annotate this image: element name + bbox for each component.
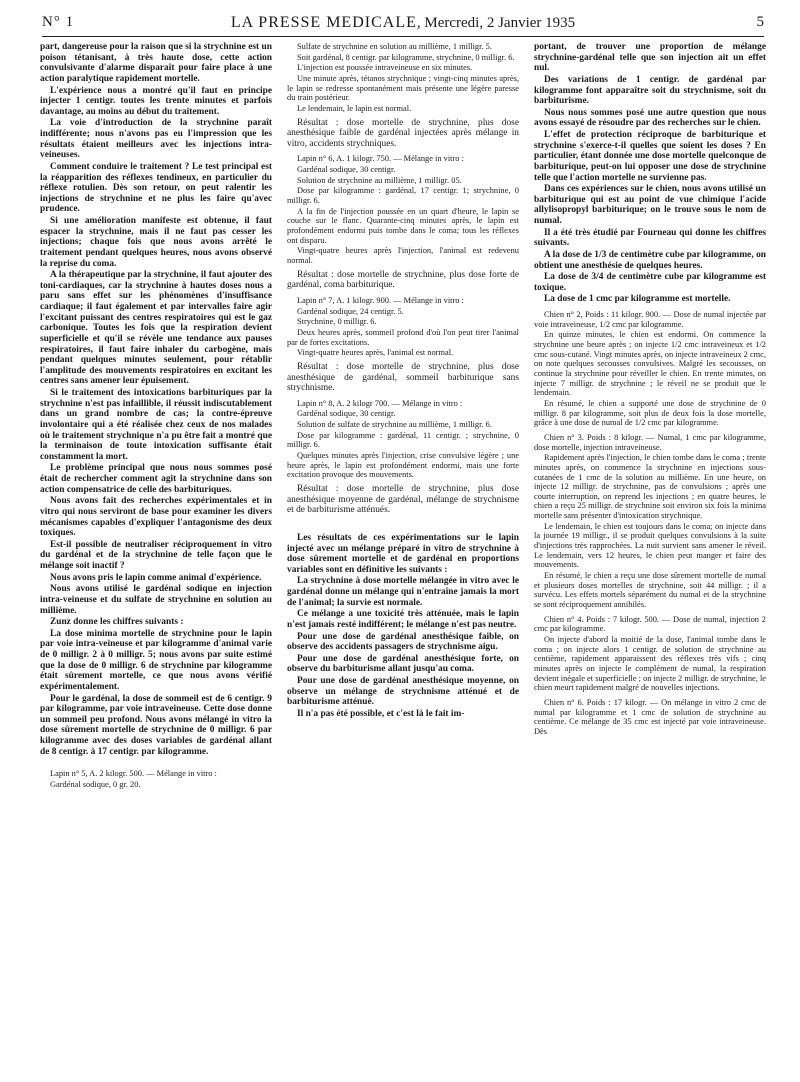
paragraph: A la thérapeutique par la strychnine, il faut ajouter des toni-cardiaques, car la strychnine à hautes doses nous a paru sans effet sur les phénomènes d'insuffisance cardiaque; il faut également et par intervalles faire agir l'excitant puissant des centres respiratoires qui est le gaz carbonique. Toutes les fois que la respiration devient superficielle et qu'il se révèle une tendance aux pauses respiratoires, il faut faire inhaler du carbogène, mais pendant quelques minutes seulement, pour rétablir l'amplitude des mouvements respiratoires en excitant les centres sans amener leur épuisement. <box>40 270 272 387</box>
summary-paragraph: Ce mélange a une toxicité très atténuée, mais le lapin n'est jamais resté indifférent; le mélange n'est pas neutre. <box>287 609 519 630</box>
experiment-line: Sulfate de strychnine en solution au millième, 1 milligr. 5. <box>297 42 492 51</box>
experiment-heading: Chien n° 2, Poids : 11 kilogr. 900. — Dose de numal injectée par voie intraveineuse, 1/2 cmc par kilogramme. <box>534 310 766 329</box>
paragraph: Nous avons pris le lapin comme animal d'expérience. <box>50 572 262 583</box>
experiment-line: Gardénal sodique, 24 centigr. 5. <box>297 306 404 316</box>
page-number: 5 <box>756 14 764 30</box>
paragraph: Comment conduire le traitement ? Le test principal est la réapparition des réflexes tendineux, en particulier du réflexe rotulien. Dès son retour, on peut ralentir les injections de strychnine et ne plus les faire qu'avec prudence. <box>40 161 272 215</box>
experiment-heading: Lapin n° 5, A. 2 kilogr. 500. — Mélange in vitro : <box>50 769 217 779</box>
summary-paragraph: La strychnine à dose mortelle mélangée in vitro avec le gardénal donne un mélange qui n'entraîne jamais la mort de l'animal; la survie est normale. <box>287 576 519 608</box>
paragraph: Nous nous sommes posé une autre question que nous avons essayé de résoudre par des recherches sur le chien. <box>534 107 766 129</box>
experiment-heading: Chien n° 3. Poids : 8 kilogr. — Numal, 1 cmc par kilogramme, dose mortelle, injection intraveineuse. <box>534 432 766 452</box>
result-paragraph: Résultat : dose mortelle de strychnine, plus dose anesthésique moyenne de gardénal, mélange de strychnisme et de barbiturisme atténués. <box>287 484 519 516</box>
issue-date: , Mercredi, 2 Janvier 1935 <box>416 15 576 31</box>
experiment-line: En quinze minutes, le chien est endormi. On commence la strychnine une heure après ; on injecte 1/2 cmc intraveineux et 1/2 cmc sous-cutané. Vingt minutes après, on injecte intraveineux 2 cmc, on note quelques secousses convulsives. Malgré les secousses, on continue la strychnine pour réveiller le chien. En trente minutes, on injecte 7 milligr. de strychnine ; le réveil ne se produit que le lendemain. <box>534 330 766 398</box>
paragraph: L'expérience nous a montré qu'il faut en principe injecter 1 centigr. toutes les trente minutes et parfois davantage, au moins au début du traitement. <box>40 85 272 117</box>
paragraph: La dose de 3/4 de centimètre cube par kilogramme est toxique. <box>534 272 766 293</box>
header-title-block <box>42 14 764 32</box>
experiment-line: On injecte d'abord la moitié de la dose, l'animal tombe dans le coma ; on injecte alors 1 centigr. de solution de strychnine au centième, rapidement apparaissent des réflexes très vifs ; cinq minutes après on injecte le complément de numal, la respiration devient inégale et superficielle ; on injecte 2 milligr. de strychnine, le chien meurt rapidement malgré de nouvelles injections. <box>534 635 766 693</box>
summary-paragraph: Il n'a pas été possible, et c'est là le fait im- <box>297 708 465 719</box>
paragraph: Nous avons fait des recherches expérimentales et in vitro qui nous serviront de base pour examiner les divers mécanismes capables d'expliquer l'antagonisme des deux toxiques. <box>40 496 272 539</box>
result-paragraph: Résultat : dose mortelle de strychnine, plus dose forte de gardénal, coma barbiturique. <box>287 269 519 291</box>
paragraph: Nous avons utilisé le gardénal sodique en injection intra-veineuse et du sulfate de strychnine en solution au millième. <box>40 584 272 616</box>
experiment-line: Strychnine, 0 milligr. 6. <box>297 317 377 327</box>
column-right <box>534 42 766 1072</box>
paragraph: Zunz donne les chiffres suivants : <box>50 617 184 628</box>
paragraph: Est-il possible de neutraliser réciproquement in vitro du gardénal et de la strychnine de telle façon que le mélange soit inactif ? <box>40 539 272 571</box>
paragraph: A la dose de 1/3 de centimètre cube par kilogramme, on obtient une anesthésie de quelques heures. <box>534 249 766 271</box>
experiment-line: Solution de strychnine au millième, 1 milligr. 05. <box>297 175 462 185</box>
paragraph: part, dangereuse pour la raison que si la strychnine est un poison tétanisant, à très haute dose, cette action convulsivante d'alarme disparaît pour faire place à une action paralytique rapidement mortelle. <box>40 42 272 84</box>
paragraph: Le problème principal que nous nous sommes posé était de rechercher comment agit la strychnine dans son action compensatrice de celle des barbituriques. <box>40 463 272 495</box>
experiment-line: Soit gardénal, 8 centigr. par kilogramme, strychnine, 0 milligr. 6. <box>297 52 515 62</box>
paragraph: Si le traitement des intoxications barbituriques par la strychnine n'est pas infaillible, il réussit indiscutablement dans un grand nombre de cas; la contre-épreuve involontaire qui a été réalisée chez ceux de nos malades où le traitement strychnique n'a pu être fait a montré que la terminaison de toute intoxication suffisante était constamment la mort. <box>40 388 272 462</box>
column-middle <box>287 42 519 1072</box>
summary-paragraph: Pour une dose de gardénal anesthésique forte, on observe du barbiturisme allant jusqu'au coma. <box>287 653 519 675</box>
experiment-line: En résumé, le chien a supporté une dose de strychnine de 0 milligr. 8 par kilogramme, soit plus de deux fois la dose mortelle, grâce à une dose de numal de 1/2 cmc par kilogramme. <box>534 398 766 428</box>
experiment-line: Solution de sulfate de strychnine au millième, 1 milligr. 6. <box>297 420 492 430</box>
experiment-line: Quelques minutes après l'injection, crise convulsive légère ; une heure après, le lapin est profondément endormi, mais une forte excitation provoque des mouvements. <box>287 451 519 480</box>
experiment-line: Vingt-quatre heures après, l'animal est normal. <box>297 348 454 358</box>
result-paragraph: Résultat : dose mortelle de strychnine, plus dose anesthésique faible de gardénal injectées après mélange in vitro, accidents strychniques. <box>287 117 519 149</box>
experiment-line: En résumé, le chien a reçu une dose sûrement mortelle de numal et plusieurs doses mortelles de strychnine, soit 44 milligr. ; il a survécu. Les effets mortels séparément du numal et de la strychnine se sont réciproquement annihilés. <box>534 571 766 610</box>
experiment-line: A la fin de l'injection poussée en un quart d'heure, le lapin se couche sur le flanc. Quarante-cinq minutes après, le lapin est profondément endormi puis tombe dans le coma; tous les réflexes ont disparu. <box>287 206 519 245</box>
experiment-heading: Lapin n° 6, A. 1 kilogr. 750. — Mélange in vitro : <box>297 154 464 164</box>
experiment-line: Vingt-quatre heures après l'injection, l'animal est redevenu normal. <box>287 246 519 266</box>
paragraph: Si une amélioration manifeste est obtenue, il faut espacer la strychnine, mais il ne faut pas cesser les injections; chaque fois que nous avons arrêté le traitement pendant quelques heures, nous avons observé la reprise du coma. <box>40 216 272 269</box>
experiment-line: L'injection est poussée intraveineuse en six minutes. <box>297 63 473 73</box>
paragraph: Des variations de 1 centigr. de gardénal par kilogramme font apparaître soit du strychnisme, soit du barbiturisme. <box>534 74 766 107</box>
experiment-line: Le lendemain, le lapin est normal. <box>297 103 412 113</box>
experiment-heading: Chien n° 4. Poids : 7 kilogr. 500. — Dose de numal, injection 2 cmc par kilogramme. <box>534 614 766 634</box>
paragraph: Pour le gardénal, la dose de sommeil est de 6 centigr. 9 par kilogramme, par voie intraveineuse. Cette dose donne un sommeil peu profond. Nous avons mélangé in vitro la dose sûrement mortelle de strychnine de 0 milligr. 6 par kilogramme avec des doses variables de gardénal allant de 8 centigr. à 17 centigr. par kilogramme. <box>40 693 272 757</box>
paragraph: La dose de 1 cmc par kilogramme est mortelle. <box>544 294 731 305</box>
column-left <box>40 42 272 1072</box>
paragraph: La dose minima mortelle de strychnine pour le lapin par voie intra-veineuse et par kilogramme d'animal varie de 0 milligr. 2 à 0 milligr. 5; nous avons par suite estimé que la dose de 0 milligr. 6 de strychnine par kilogramme était sûrement mortelle, ce que nous avons vérifié expérimentalement. <box>40 628 272 692</box>
result-paragraph: Résultat : dose mortelle de strychnine, plus dose anesthésique de gardénal, sommeil barbiturique sans strychnisme. <box>287 361 519 394</box>
summary-paragraph: Les résultats de ces expérimentations sur le lapin injecté avec un mélange préparé in vitro de strychnine à dose sûrement mortelle et de gardénal en proportions variables sont en définitive les suivants : <box>287 532 519 575</box>
experiment-line: Deux heures après, sommeil profond d'où l'on peut tirer l'animal par de fortes excitations. <box>287 327 519 347</box>
publication-name: LA PRESSE MEDICALE <box>230 14 417 31</box>
paragraph: Dans ces expériences sur le chien, nous avons utilisé un barbiturique qui est au point de vue chimique l'acide allylisopropyl barbiturique; on le trouve sous le nom de numal. <box>534 184 766 226</box>
running-header <box>42 14 764 37</box>
summary-paragraph: Pour une dose de gardénal anesthésique moyenne, on observe un mélange de strychnisme atténué et de barbiturisme atténué. <box>287 676 519 708</box>
experiment-heading: Lapin n° 8, A. 2 kilogr 700. — Mélange in vitro : <box>297 398 463 408</box>
experiment-line: Gardénal sodique, 30 centigr. <box>297 165 396 175</box>
experiment-line: Rapidement après l'injection, le chien tombe dans le coma ; trente minutes après, on commence la strychnine en injections sous-cutanées de 1 cmc de la solution au millième. En une heure, on injecte 12 milligr. de strychnine, pas de convulsions ; après une courte interruption, on reprend les injections ; en quatre heures, le chien a reçu 25 milligr. de strychnine soit environ six fois la minima mortelle sans présenter d'intoxication strychnique. <box>534 453 766 521</box>
experiment-heading: Chien n° 6. Poids : 17 kilogr. — On mélange in vitro 2 cmc de numal par kilogramme et 1 cmc de solution de strychnine au centième. Ce mélange de 35 cmc est injecté par voie intraveineuse. Dès <box>534 697 766 736</box>
experiment-line: Dose par kilogramme : gardénal, 11 centigr. ; strychnine, 0 milligr. 6. <box>287 430 519 450</box>
paragraph: Il a été très étudié par Fourneau qui donne les chiffres suivants. <box>534 227 766 249</box>
experiment-line: Gardénal sodique, 0 gr. 20. <box>50 779 141 789</box>
summary-paragraph: Pour une dose de gardénal anesthésique faible, on observe des accidents passagers de strychnisme aigu. <box>287 631 519 653</box>
issue-number: N° 1 <box>42 14 75 30</box>
experiment-line: Une minute après, tétanos strychnique ; vingt-cinq minutes après, le lapin se redresse spontanément mais présente une légère paresse du train postérieur. <box>287 73 519 103</box>
experiment-line: Gardénal sodique, 30 centigr. <box>297 409 396 419</box>
experiment-line: Le lendemain, le chien est toujours dans le coma; on injecte dans la journée 19 milligr., il se produit quelques convulsions à la suite d'injections très rapprochées. La nuit survient sans amener le réveil. Le lendemain, vers 12 heures, le chien peut manger et faire des mouvements. <box>534 521 766 570</box>
paragraph: La voie d'introduction de la strychnine paraît indifférente; nous n'avons pas eu l'impression que les résultats étaient meilleurs avec les injections intra-veineuses. <box>40 118 272 161</box>
experiment-heading: Lapin n° 7, A. 1 kilogr. 900. — Mélange in vitro : <box>297 295 464 305</box>
paragraph: portant, de trouver une proportion de mélange strychnine-gardénal telle que son injection ait un effet nul. <box>534 42 766 74</box>
paragraph: L'effet de protection réciproque de barbiturique et strychnine s'exerce-t-il quelles que soient les doses ? En particulier, étant donnée une dose mortelle quelconque de barbiturique, peut-on lui opposer une dose de strychnine telle que l'action mortelle ne survienne pas. <box>534 130 766 183</box>
experiment-line: Dose par kilogramme : gardénal, 17 centigr. 1; strychnine, 0 milligr. 6. <box>287 186 519 206</box>
